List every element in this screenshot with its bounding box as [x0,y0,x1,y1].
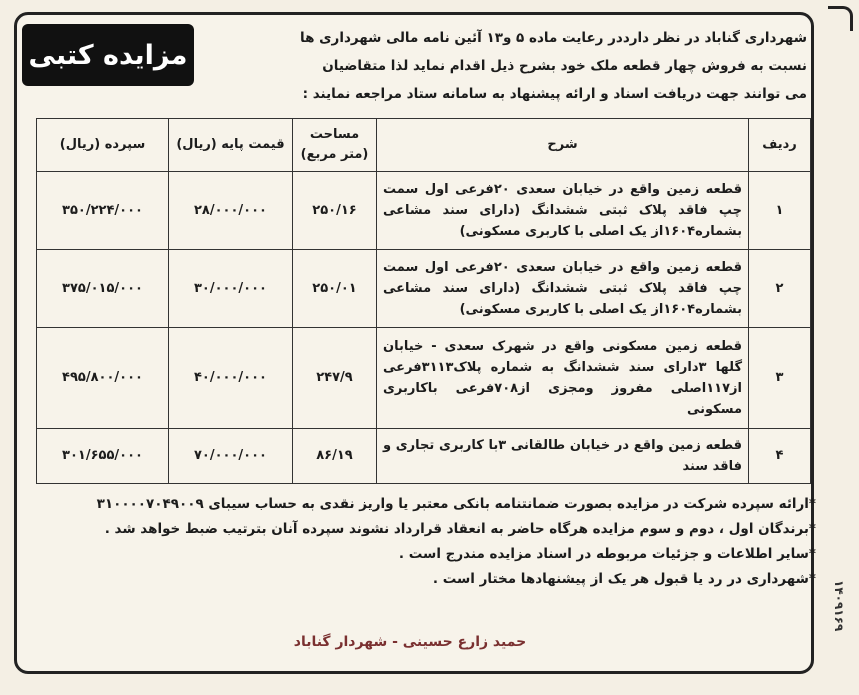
row-deposit: ۳۰۱/۶۵۵/۰۰۰ [37,428,169,483]
header-base-price: قیمت پایه (ریال) [169,119,293,172]
row-description: قطعه زمین واقع در خیابان سعدی ۲۰فرعی اول سمت چپ فاقد پلاک ثبتی ششدانگ (دارای سند مشاعی بشماره۱۶۰۴از یک اصلی با کاربری مسکونی) [377,172,749,250]
row-base-price: ۷۰/۰۰۰/۰۰۰ [169,428,293,483]
header-row-number: ردیف [749,119,811,172]
row-base-price: ۳۰/۰۰۰/۰۰۰ [169,250,293,328]
auction-badge: مزایده کتبی [22,24,194,86]
note-item: *شهرداری در رد یا قبول هر یک از پیشنهادها مختار است . [432,571,816,587]
signature: حمید زارع حسینی - شهردار گناباد [293,634,527,650]
row-description: قطعه زمین واقع در خیابان سعدی ۲۰فرعی اول سمت چپ فاقد پلاک ثبتی ششدانگ (دارای سند مشاعی بشماره۱۶۰۴از یک اصلی با کاربری مسکونی) [377,250,749,328]
header-area: مساحت (متر مربع) [293,119,377,172]
row-description: قطعه زمین واقع در خیابان طالقانی ۳با کاربری تجاری و فاقد سند [377,428,749,483]
table-row [37,172,811,250]
row-deposit: ۳۵۰/۲۲۴/۰۰۰ [37,172,169,250]
table-row [37,328,811,429]
notes-section [30,492,816,592]
note-item: *برندگان اول ، دوم و سوم مزایده هرگاه حاضر به انعقاد قرارداد نشوند سپرده آنان بترتیب ضبط خواهد شد . [104,521,816,537]
row-deposit: ۴۹۵/۸۰۰/۰۰۰ [37,328,169,429]
properties-table [36,118,811,484]
row-base-price: ۴۰/۰۰۰/۰۰۰ [169,328,293,429]
row-number: ۱ [749,172,811,250]
intro-line: می توانند جهت دریافت اسناد و ارائه پیشنهاد به سامانه ستاد مراجعه نمایند : [302,86,807,102]
table-header-row [37,119,811,172]
row-number: ۲ [749,250,811,328]
header-description: شرح [377,119,749,172]
row-area: ۸۶/۱۹ [293,428,377,483]
note-item: *ارائه سپرده شرکت در مزایده بصورت ضمانتنامه بانکی معتبر یا واریز نقدی به حساب سیبای ۳۱۰۰۰۰۷۰۴۹۰۰۹ [96,496,816,512]
row-area: ۲۴۷/۹ [293,328,377,429]
intro-line: نسبت به فروش چهار قطعه ملک خود بشرح ذیل اقدام نماید لذا متقاضیان [322,58,807,74]
row-deposit: ۳۷۵/۰۱۵/۰۰۰ [37,250,169,328]
table-row [37,250,811,328]
row-area: ۲۵۰/۰۱ [293,250,377,328]
row-area: ۲۵۰/۱۶ [293,172,377,250]
row-description: قطعه زمین مسکونی واقع در شهرک سعدی - خیابان گلها ۳دارای سند ششدانگ به شماره پلاک۳۱۱۳فرعی از۱۱۷اصلی مفروز ومجزی از۷۰۸فرعی باکاربری مسکونی [377,328,749,429]
intro-text [210,24,807,108]
side-code: ۱۴۰۹۱۶۹ [832,580,846,632]
intro-line: شهرداری گناباد در نظر دارددر رعایت ماده ۵ و۱۳ آئین نامه مالی شهرداری ها [300,30,807,46]
row-base-price: ۲۸/۰۰۰/۰۰۰ [169,172,293,250]
table-row [37,428,811,483]
row-number: ۴ [749,428,811,483]
note-item: *سایر اطلاعات و جزئیات مربوطه در اسناد مزایده مندرج است . [398,546,816,562]
row-number: ۳ [749,328,811,429]
header-deposit: سپرده (ریال) [37,119,169,172]
page-corner-mark [828,6,853,31]
